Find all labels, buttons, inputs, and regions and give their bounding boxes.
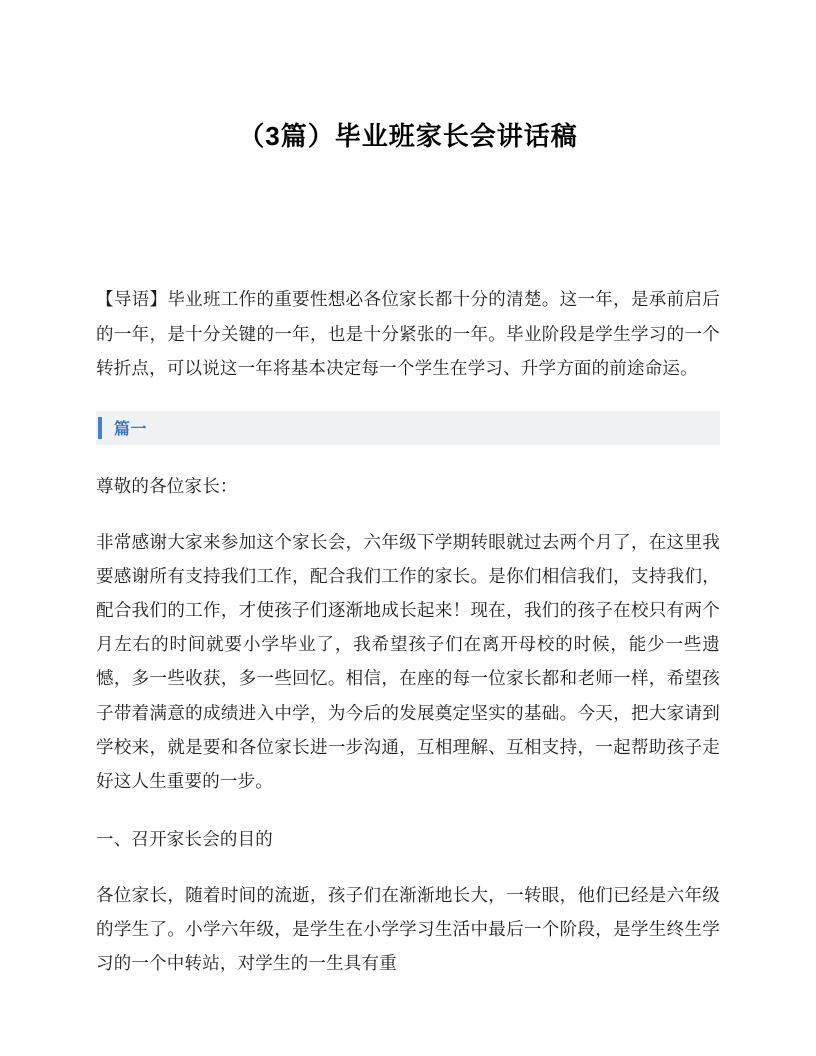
paragraph-body-2: 各位家长，随着时间的流逝，孩子们在渐渐地长大，一转眼，他们已经是六年级的学生了。小学六年级，是学生在小学学习生活中最后一个阶段，是学生终生学习的一个中转站，对学生的一生具有重 bbox=[96, 885, 720, 974]
paragraph-subheading-1: 一、召开家长会的目的 bbox=[96, 828, 273, 849]
accent-bar bbox=[98, 417, 102, 439]
document-content bbox=[96, 0, 720, 998]
paragraph-salutation: 尊敬的各位家长： bbox=[96, 475, 238, 496]
paragraph-body-1: 非常感谢大家来参加这个家长会，六年级下学期转眼就过去两个月了，在这里我要感谢所有支持我们工作，配合我们工作的家长。是你们相信我们，支持我们，配合我们的工作，才使孩子们逐渐地成长起来！现在，我们的孩子在校只有两个月左右的时间就要小学毕业了，我希望孩子们在离开母校的时候，能少一些遗憾，多一些收获，多一些回忆。相信，在座的每一位家长都和老师一样，希望孩子带着满意的成绩进入中学，为今后的发展奠定坚实的基础。今天，把大家请到学校来，就是要和各位家长进一步沟通，互相理解、互相支持，一起帮助孩子走好这人生重要的一步。 bbox=[96, 531, 720, 791]
intro-paragraph: 【导语】毕业班工作的重要性想必各位家长都十分的清楚。这一年，是承前启后的一年，是十分关键的一年，也是十分紧张的一年。毕业阶段是学生学习的一个转折点，可以说这一年将基本决定每一个学生在学习、升学方面的前途命运。 bbox=[96, 289, 720, 378]
section-heading-pian-yi bbox=[96, 411, 720, 445]
page-title: （3篇）毕业班家长会讲话稿 bbox=[238, 121, 578, 151]
section-heading-label: 篇一 bbox=[114, 421, 148, 439]
